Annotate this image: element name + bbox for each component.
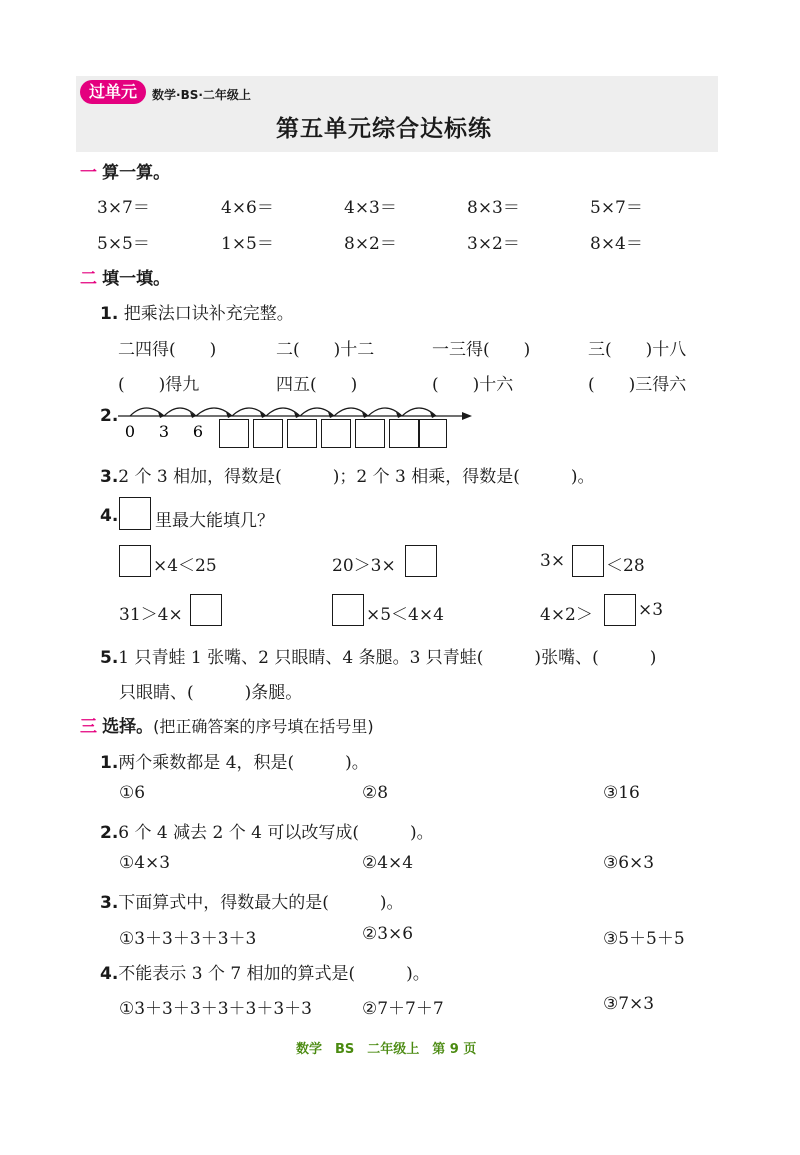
option[interactable]: ①6 bbox=[119, 783, 146, 803]
question-number: 1. bbox=[100, 304, 119, 324]
question-number: 3. bbox=[100, 467, 119, 487]
rhyme-item: ( )三得六 bbox=[588, 375, 687, 395]
answer-box[interactable] bbox=[287, 419, 317, 448]
question-text: 2 个 3 相加，得数是( )；2 个 3 相乘，得数是( )。 bbox=[118, 467, 595, 487]
calc-item: 8×2＝ bbox=[344, 234, 397, 254]
section-title: 算一算。 bbox=[102, 163, 171, 183]
option[interactable]: ③5＋5＋5 bbox=[603, 929, 685, 949]
question-text: 把乘法口诀补充完整。 bbox=[123, 304, 294, 324]
mc-question bbox=[100, 818, 434, 843]
answer-box[interactable] bbox=[389, 419, 419, 448]
rhyme-item: 三( )十八 bbox=[588, 340, 687, 360]
book-subtitle bbox=[152, 86, 251, 103]
edition-label: ·BS·二年级上 bbox=[176, 88, 251, 102]
rhyme-item: ( )得九 bbox=[118, 375, 200, 395]
rhyme-item: ( )十六 bbox=[432, 375, 514, 395]
inequality-text: 31＞4× bbox=[119, 605, 183, 625]
option[interactable]: ②7＋7＋7 bbox=[362, 999, 444, 1019]
question-number: 2. bbox=[100, 406, 119, 426]
calc-item: 5×7＝ bbox=[590, 198, 643, 218]
inequality-text: ×3 bbox=[638, 600, 664, 620]
page-title: 第五单元综合达标练 bbox=[276, 115, 492, 142]
question-2-5 bbox=[100, 643, 656, 668]
answer-box[interactable] bbox=[119, 497, 151, 530]
option[interactable]: ③6×3 bbox=[603, 853, 655, 873]
option[interactable]: ②3×6 bbox=[362, 924, 414, 944]
answer-box[interactable] bbox=[253, 419, 283, 448]
option[interactable]: ①3＋3＋3＋3＋3＋3＋3 bbox=[119, 999, 312, 1019]
inequality-text: 4×2＞ bbox=[540, 605, 593, 625]
section-number: 一 bbox=[80, 163, 97, 183]
rhyme-item: 一三得( ) bbox=[432, 340, 531, 360]
rhyme-item: 四五( ) bbox=[276, 375, 358, 395]
answer-box[interactable] bbox=[355, 419, 385, 448]
tick-label: 0 bbox=[124, 422, 136, 441]
question-2-1 bbox=[100, 299, 294, 324]
subject-label: 数学 bbox=[152, 88, 177, 102]
section-title: 填一填。 bbox=[102, 269, 171, 289]
mc-question bbox=[100, 959, 430, 984]
inequality-text: 20＞3× bbox=[332, 556, 396, 576]
option[interactable]: ①4×3 bbox=[119, 853, 171, 873]
question-number: 5. bbox=[100, 648, 119, 668]
question-2-3 bbox=[100, 462, 595, 487]
question-text: 不能表示 3 个 7 相加的算式是( )。 bbox=[118, 964, 430, 984]
option[interactable]: ①3＋3＋3＋3＋3 bbox=[119, 929, 257, 949]
mc-question bbox=[100, 888, 404, 913]
answer-box[interactable] bbox=[119, 545, 151, 577]
calc-item: 3×2＝ bbox=[467, 234, 520, 254]
section-note: (把正确答案的序号填在括号里) bbox=[153, 717, 374, 736]
calc-item: 1×5＝ bbox=[221, 234, 274, 254]
page-footer: 数学 BS 二年级上 第 9 页 bbox=[296, 1042, 477, 1057]
section-2-heading bbox=[80, 264, 170, 289]
answer-box[interactable] bbox=[604, 594, 636, 626]
question-number: 3. bbox=[100, 893, 119, 913]
jump-arcs bbox=[130, 408, 436, 416]
answer-box[interactable] bbox=[219, 419, 249, 448]
answer-box[interactable] bbox=[190, 594, 222, 626]
section-title: 选择。 bbox=[102, 717, 154, 737]
question-text: 里最大能填几？ bbox=[155, 511, 274, 531]
answer-box[interactable] bbox=[419, 419, 447, 448]
question-number: 2. bbox=[100, 823, 119, 843]
question-number: 4. bbox=[100, 506, 119, 526]
question-text: 两个乘数都是 4，积是( )。 bbox=[118, 753, 369, 773]
question-text: 下面算式中，得数最大的是( )。 bbox=[118, 893, 404, 913]
answer-box[interactable] bbox=[321, 419, 351, 448]
question-text: 1 只青蛙 1 张嘴、2 只眼睛、4 条腿。3 只青蛙( )张嘴、( ) bbox=[118, 648, 657, 668]
answer-box[interactable] bbox=[332, 594, 364, 626]
option[interactable]: ②8 bbox=[362, 783, 389, 803]
question-text: 6 个 4 减去 2 个 4 可以改写成( )。 bbox=[118, 823, 434, 843]
calc-item: 5×5＝ bbox=[97, 234, 150, 254]
option[interactable]: ②4×4 bbox=[362, 853, 414, 873]
section-number: 二 bbox=[80, 269, 97, 289]
calc-item: 3×7＝ bbox=[97, 198, 150, 218]
tick-label: 6 bbox=[192, 422, 204, 441]
tick-label: 3 bbox=[158, 422, 170, 441]
question-number: 4. bbox=[100, 964, 119, 984]
answer-box[interactable] bbox=[572, 545, 604, 577]
rhyme-item: 二四得( ) bbox=[118, 340, 217, 360]
inequality-text: ×5＜4×4 bbox=[366, 605, 444, 625]
inequality-text: ×4＜25 bbox=[153, 556, 217, 576]
calc-item: 8×3＝ bbox=[467, 198, 520, 218]
rhyme-item: 二( )十二 bbox=[276, 340, 375, 360]
calc-item: 8×4＝ bbox=[590, 234, 643, 254]
mc-question bbox=[100, 748, 369, 773]
inequality-text: ＜28 bbox=[606, 556, 645, 576]
section-1-heading bbox=[80, 158, 170, 183]
question-text: 只眼睛、( )条腿。 bbox=[119, 683, 303, 703]
calc-item: 4×3＝ bbox=[344, 198, 397, 218]
section-3-heading bbox=[80, 712, 374, 737]
unit-badge: 过单元 bbox=[80, 80, 146, 104]
option[interactable]: ③7×3 bbox=[603, 994, 655, 1014]
inequality-text: 3× bbox=[540, 551, 566, 571]
calc-item: 4×6＝ bbox=[221, 198, 274, 218]
question-number: 1. bbox=[100, 753, 119, 773]
answer-box[interactable] bbox=[405, 545, 437, 577]
section-number: 三 bbox=[80, 717, 97, 737]
option[interactable]: ③16 bbox=[603, 783, 640, 803]
